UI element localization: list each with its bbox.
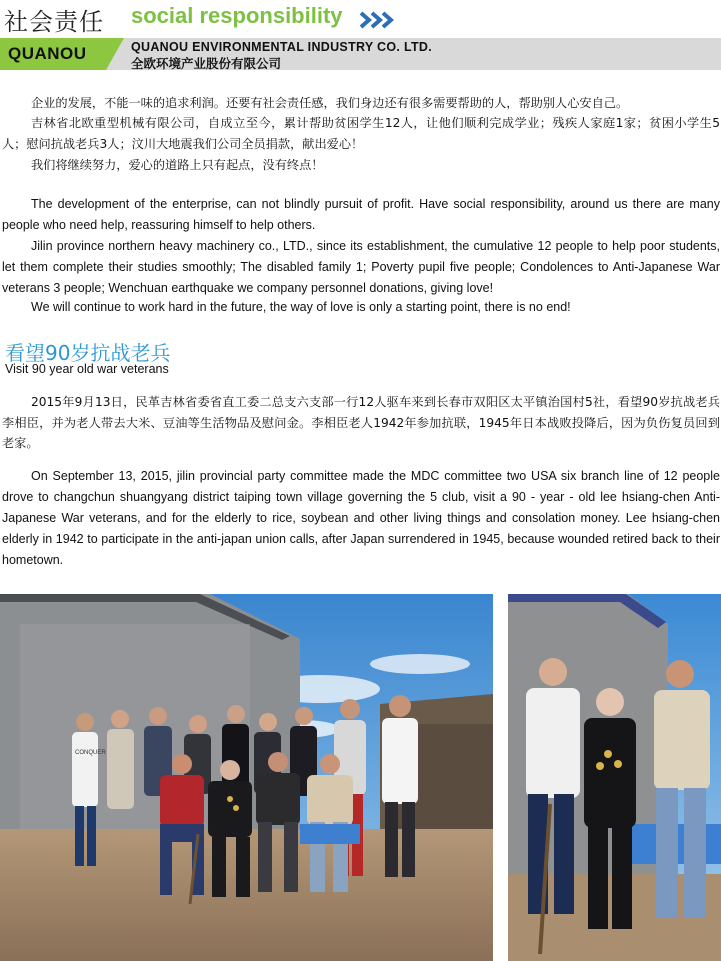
intro-en-p3: We will continue to work hard in the future, the way of love is only a starting point, there is no end!: [31, 300, 571, 314]
intro-cn-p2: 吉林省北欧重型机械有限公司，自成立至今，累计帮助贫困学生12人，让他们顺利完成学业；残疾人家庭1家；贫困小学生5人；慰问抗战老兵3人；汶川大地震我们公司全员捐款，献出爱心！: [2, 116, 720, 151]
page-title-en: social responsibility: [131, 3, 343, 28]
double-chevron-right-icon: [358, 10, 394, 30]
intro-en-p2: Jilin province northern heavy machinery co., LTD., since its establishment, the cumulative 12 people to help poor students, let them complete their studies smoothly; The disabled family 1; Poverty pupil five people; Condolences to Anti-Japanese War veterans 3 people; Wenchuan earthquake we company personnel donations, giving love!: [2, 239, 720, 295]
logo-notch: [106, 38, 124, 70]
veteran-photo-illustration: [508, 594, 721, 961]
section-title-en: Visit 90 year old war veterans: [5, 362, 169, 376]
group-photo: [0, 594, 493, 961]
intro-en-p1: The development of the enterprise, can not blindly pursuit of profit. Have social responsibility, around us there are many people who need help, reassuring himself to help others.: [2, 197, 720, 232]
section-title-cn: 看望90岁抗战老兵: [5, 341, 171, 365]
page-header: [0, 0, 721, 36]
intro-cn-p1: 企业的发展，不能一味的追求利润。还要有社会责任感，我们身边还有很多需要帮助的人，帮助别人心安自己。: [31, 96, 629, 110]
company-name-cn: 全欧环境产业股份有限公司: [131, 56, 282, 71]
shirt-text: CONQUER: [75, 750, 106, 756]
logo: QUANOU: [8, 44, 87, 63]
section-body-en: On September 13, 2015, jilin provincial party committee made the MDC committee two USA six branch line of 12 people drove to changchun shuangyang district taiping town village governing the 5 club, visit a 90 - year - old lee hsiang-chen Anti-Japanese War veterans, and for the elderly to rice, soybean and other living things and consolation money. Lee hsiang-chen elderly in 1942 to participate in the anti-japan union calls, after Japan surrendered in 1945, because wounded retired back to their hometown.: [2, 469, 720, 567]
intro-cn-p3: 我们将继续努力，爱心的道路上只有起点，没有终点！: [31, 158, 324, 172]
page-title-cn: 社会责任: [4, 8, 104, 36]
group-photo-illustration: [0, 594, 493, 961]
veteran-photo: [508, 594, 721, 961]
section-body-cn: 2015年9月13日，民革吉林省委省直工委二总支六支部一行12人驱车来到长春市双阳区太平镇治国村5社，看望90岁抗战老兵李相臣，并为老人带去大米、豆油等生活物品及慰问金。李相臣老人1942年参加抗联，1945年日本战败投降后，因为负伤复员回到老家。: [2, 395, 720, 450]
company-name-en: QUANOU ENVIRONMENTAL INDUSTRY CO. LTD.: [131, 40, 432, 54]
